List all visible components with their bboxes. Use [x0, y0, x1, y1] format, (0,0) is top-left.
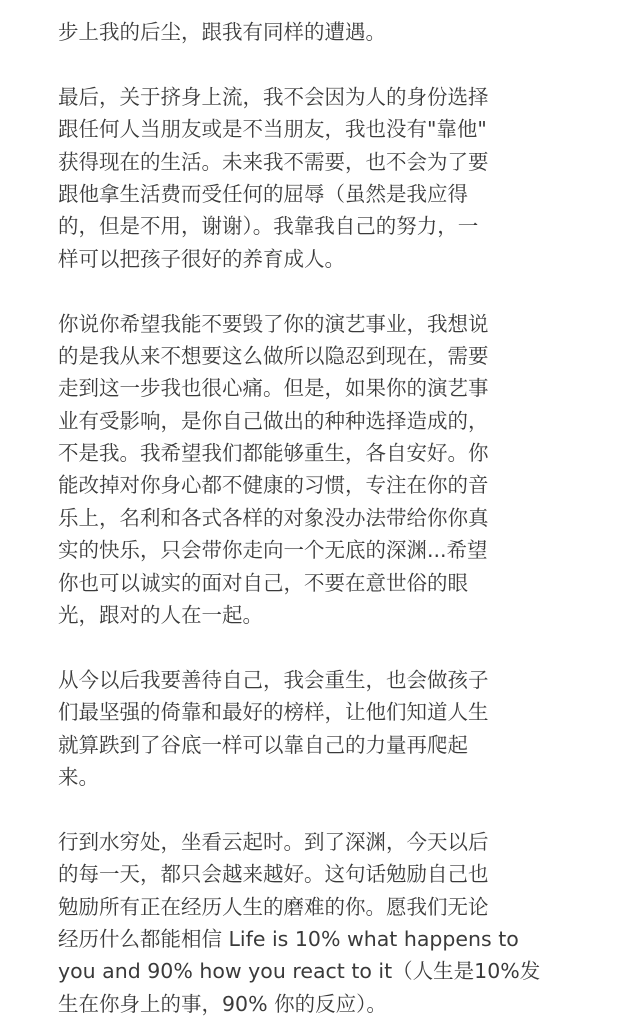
- text-line: 经历什么都能相信 Life is 10% what happens to: [58, 926, 519, 951]
- text-line: 来。: [58, 764, 99, 789]
- text-line: 跟任何人当朋友或是不当朋友，我也没有"靠他": [58, 117, 487, 142]
- text-line: 的，但是不用，谢谢）。我靠我自己的努力，一: [58, 214, 479, 239]
- text-line: 步上我的后尘，跟我有同样的遭遇。: [58, 20, 386, 44]
- text-line: 你说你希望我能不要毁了你的演艺事业，我想说: [58, 311, 489, 336]
- paragraph: [58, 308, 540, 632]
- paragraph-spacer: [58, 48, 540, 80]
- text-line: 你也可以诚实的面对自己，不要在意世俗的眼: [58, 570, 468, 595]
- text-line: 的是我从来不想要这么做所以隐忍到现在，需要: [58, 343, 489, 368]
- paragraph-spacer: [58, 631, 540, 663]
- text-line: 就算跌到了谷底一样可以靠自己的力量再爬起: [58, 732, 468, 757]
- text-line: you and 90% how you react to it（人生是10%发: [58, 959, 541, 984]
- text-line: 的每一天，都只会越来越好。这句话勉励自己也: [58, 862, 489, 887]
- text-line: 样可以把孩子很好的养育成人。: [58, 246, 345, 271]
- paragraph: [58, 16, 540, 48]
- text-line: 实的快乐，只会带你走向一个无底的深渊...希望: [58, 538, 488, 563]
- text-line: 乐上，名利和各式各样的对象没办法带给你你真: [58, 505, 489, 530]
- text-line: 勉励所有正在经历人生的磨难的你。愿我们无论: [58, 894, 489, 919]
- text-line: 不是我。我希望我们都能够重生，各自安好。你: [58, 441, 489, 466]
- text-line: 最后，关于挤身上流，我不会因为人的身份选择: [58, 84, 489, 109]
- text-line: 从今以后我要善待自己，我会重生，也会做孩子: [58, 667, 489, 692]
- paragraph: [58, 664, 540, 794]
- text-line: 们最坚强的倚靠和最好的榜样，让他们知道人生: [58, 700, 489, 725]
- paragraph-spacer: [58, 275, 540, 307]
- text-line: 业有受影响，是你自己做出的种种选择造成的，: [58, 408, 489, 433]
- text-line: 能改掉对你身心都不健康的习惯，专注在你的音: [58, 473, 489, 498]
- text-line: 跟他拿生活费而受任何的屈辱（虽然是我应得: [58, 181, 468, 206]
- paragraph: [58, 81, 540, 275]
- text-line: 生在你身上的事，90% 你的反应）。: [58, 991, 387, 1016]
- document-body: [58, 16, 540, 1020]
- text-line: 走到这一步我也很心痛。但是，如果你的演艺事: [58, 376, 489, 401]
- paragraph-spacer: [58, 793, 540, 825]
- text-line: 光，跟对的人在一起。: [58, 603, 263, 628]
- paragraph: [58, 826, 540, 1020]
- text-line: 行到水穷处，坐看云起时。到了深渊，今天以后: [58, 829, 489, 854]
- text-line: 获得现在的生活。未来我不需要，也不会为了要: [58, 149, 489, 174]
